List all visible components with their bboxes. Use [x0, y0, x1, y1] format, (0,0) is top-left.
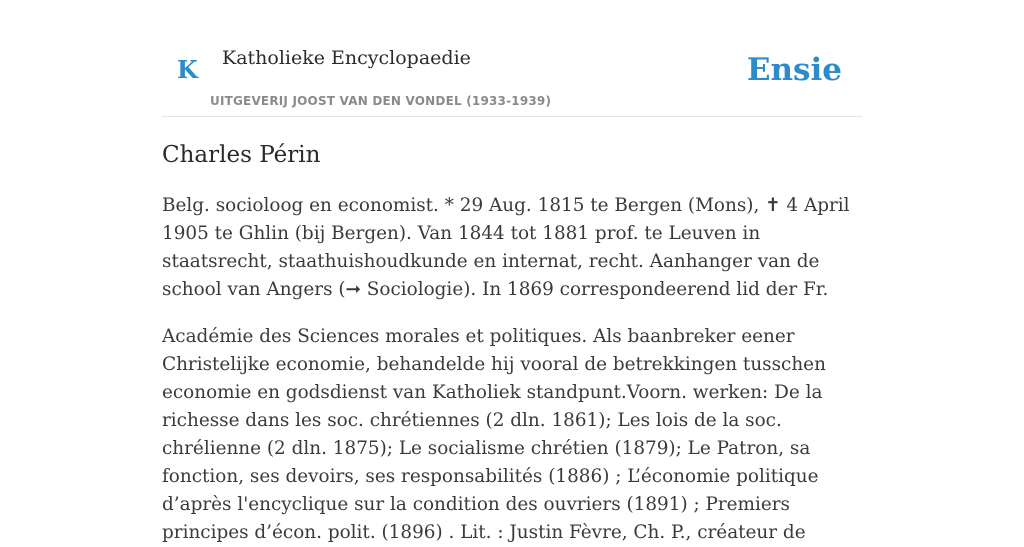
entry-paragraph-2: Académie des Sciences morales et politiques. Als baanbreker eener Christelijke economie, behandelde hij vooral de betrekkingen tusschen economie en godsdienst van Katholiek standpunt.Voorn. werken: De la richesse dans les soc. chrétiennes (2 dln. 1861); Les lois de la soc. chrélienne (2 dln. 1875); Le socialisme chrétien (1879); Le Patron, sa fonction, ses devoirs, ses responsabilités (1886) ; L’économie politique d’après l'encyclique sur la condition des ouvriers (1891) ; Premiers principes d’écon. polit. (1896) . Lit. : Justin Fèvre, Ch. P., créateur de — [162, 326, 826, 543]
publisher-subtitle: UITGEVERIJ JOOST VAN DEN VONDEL (1933-1939) — [210, 94, 552, 108]
book-title-link[interactable]: Katholieke Encyclopaedie — [222, 47, 471, 69]
header — [162, 0, 862, 117]
page — [162, 0, 862, 543]
entry-title: Charles Périn — [162, 142, 321, 168]
entry-paragraph-1: Belg. socioloog en economist. * 29 Aug. 1815 te Bergen (Mons), ✝ 4 April 1905 te Ghlin (bij Bergen). Van 1844 tot 1881 prof. te Leuven in staatsrecht, staathuishoudkunde en internat, recht. Aanhanger van de school van Angers (➞ Sociologie). In 1869 correspondeerend lid der Fr. — [162, 195, 850, 300]
ensie-logo-link[interactable]: Ensie — [746, 52, 842, 88]
book-logo-icon[interactable]: K — [177, 55, 198, 84]
